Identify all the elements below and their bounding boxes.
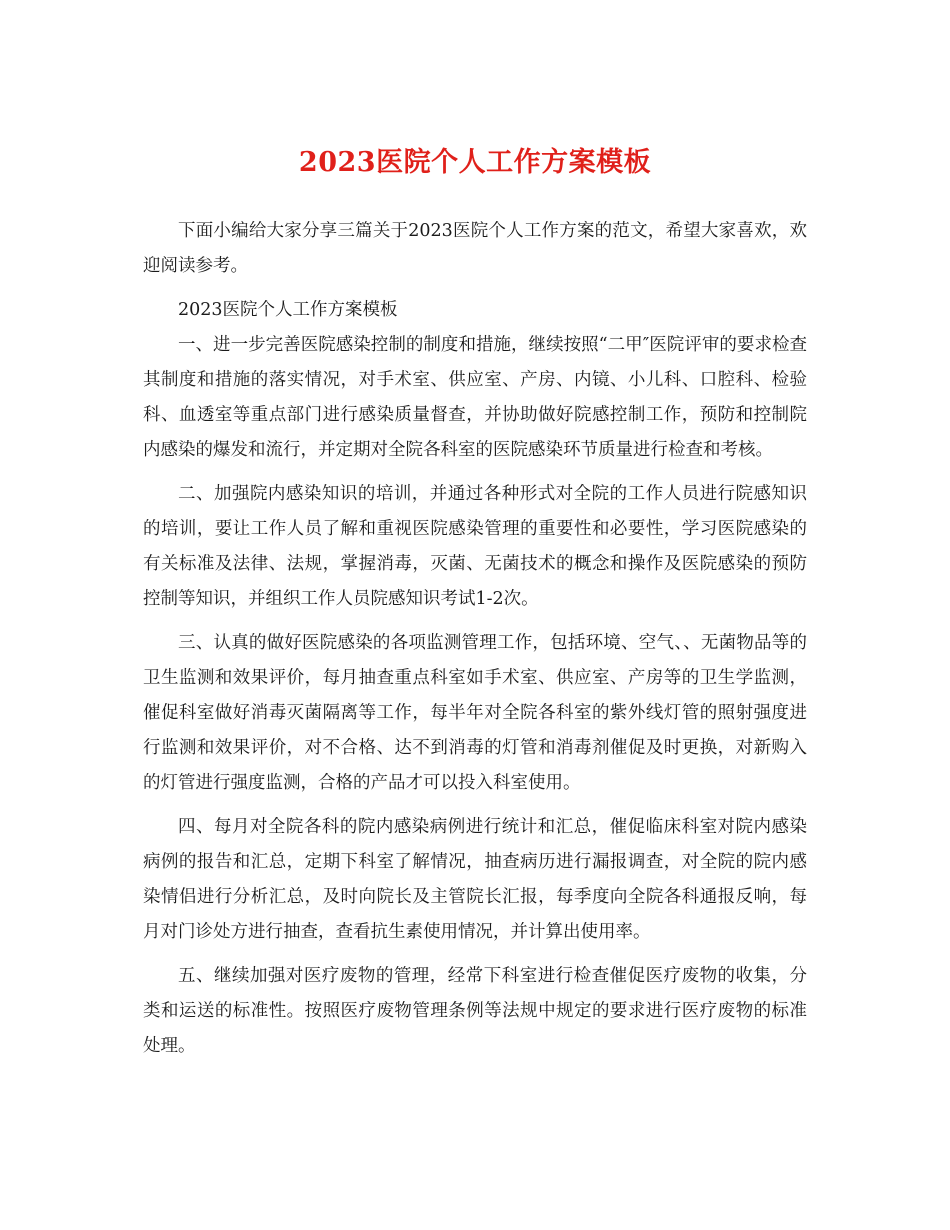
paragraph-3: 三、认真的做好医院感染的各项监测管理工作，包括环境、空气、、无菌物品等的卫生监测和效果评价，每月抽查重点科室如手术室、供应室、产房等的卫生学监测，催促科室做好消毒灭菌隔离等工作，每半年对全院各科室的紫外线灯管的照射强度进行监测和效果评价，对不合格、达不到消毒的灯管和消毒剂催促及时更换，对新购入的灯管进行强度监测，合格的产品才可以投入科室使用。 [143,633,807,793]
paragraph-5: 五、继续加强对医疗废物的管理，经常下科室进行检查催促医疗废物的收集，分类和运送的标准性。按照医疗废物管理条例等法规中规定的要求进行医疗废物的标准处理。 [143,966,807,1056]
intro-paragraph: 下面小编给大家分享三篇关于2023医院个人工作方案的范文，希望大家喜欢，欢迎阅读参考。 [143,221,807,276]
document-title: 2023医院个人工作方案模板 [298,147,652,178]
paragraph-4: 四、每月对全院各科的院内感染病例进行统计和汇总，催促临床科室对院内感染病例的报告和汇总，定期下科室了解情况，抽查病历进行漏报调查，对全院的院内感染情侣进行分析汇总，及时向院长及主管院长汇报，每季度向全院各科通报反响，每月对门诊处方进行抽查，查看抗生素使用情况，并计算出使用率。 [143,817,807,942]
paragraph-2: 二、加强院内感染知识的培训，并通过各种形式对全院的工作人员进行院感知识的培训，要让工作人员了解和重视医院感染管理的重要性和必要性，学习医院感染的有关标准及法律、法规，掌握消毒，灭菌、无菌技术的概念和操作及医院感染的预防控制等知识，并组织工作人员院感知识考试1-2次。 [143,484,807,609]
section-subtitle: 2023医院个人工作方案模板 [178,300,398,320]
document-body [143,214,807,1073]
paragraph-1: 一、进一步完善医院感染控制的制度和措施，继续按照“二甲″医院评审的要求检查其制度和措施的落实情况，对手术室、供应室、产房、内镜、小儿科、口腔科、检验科、血透室等重点部门进行感染质量督查，并协助做好院感控制工作，预防和控制院内感染的爆发和流行，并定期对全院各科室的医院感染环节质量进行检查和考核。 [143,335,807,460]
